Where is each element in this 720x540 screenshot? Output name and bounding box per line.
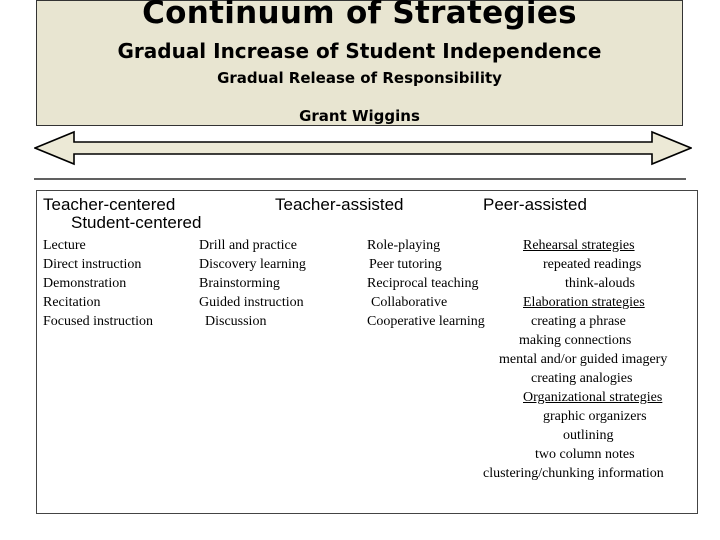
list-item: Role-playing [367, 238, 441, 253]
list-item: Direct instruction [43, 257, 142, 272]
continuum-arrow-icon [34, 126, 692, 188]
list-item: Discovery learning [199, 257, 306, 272]
list-item: making connections [519, 333, 632, 348]
list-item: two column notes [535, 447, 635, 462]
list-heading: Organizational strategies [523, 390, 663, 405]
list-item: graphic organizers [543, 409, 647, 424]
list-item: mental and/or guided imagery [499, 352, 668, 367]
list-item: think-alouds [565, 276, 635, 291]
page-title: Continuum of Strategies [142, 0, 577, 31]
list-item: Focused instruction [43, 314, 154, 329]
list-item: Peer tutoring [369, 257, 442, 272]
list-heading: Rehearsal strategies [523, 238, 635, 253]
list-item: Drill and practice [199, 238, 297, 253]
category-student-centered: Student-centered [71, 213, 202, 232]
subtitle: Gradual Increase of Student Independence [117, 39, 602, 63]
list-item: Discussion [205, 314, 267, 329]
list-item: outlining [563, 428, 614, 443]
category-teacher-centered: Teacher-centered [43, 195, 176, 214]
list-item: Recitation [43, 295, 101, 310]
subtitle-secondary: Gradual Release of Responsibility [217, 69, 502, 87]
strategies-panel [36, 190, 698, 514]
list-heading: Elaboration strategies [523, 295, 645, 310]
list-item: repeated readings [543, 257, 642, 272]
list-item: clustering/chunking information [483, 466, 664, 481]
list-item: Reciprocal teaching [367, 276, 479, 291]
list-item: Cooperative learning [367, 314, 485, 329]
category-teacher-assisted: Teacher-assisted [275, 195, 404, 214]
list-item: creating analogies [531, 371, 633, 386]
list-item: Collaborative [371, 295, 448, 310]
header-panel [36, 0, 683, 126]
list-item: Demonstration [43, 276, 127, 291]
list-item: Lecture [43, 238, 86, 253]
list-item: creating a phrase [531, 314, 626, 329]
list-item: Brainstorming [199, 276, 280, 291]
category-peer-assisted: Peer-assisted [483, 195, 587, 214]
list-item: Guided instruction [199, 295, 304, 310]
author-name: Grant Wiggins [299, 107, 420, 125]
